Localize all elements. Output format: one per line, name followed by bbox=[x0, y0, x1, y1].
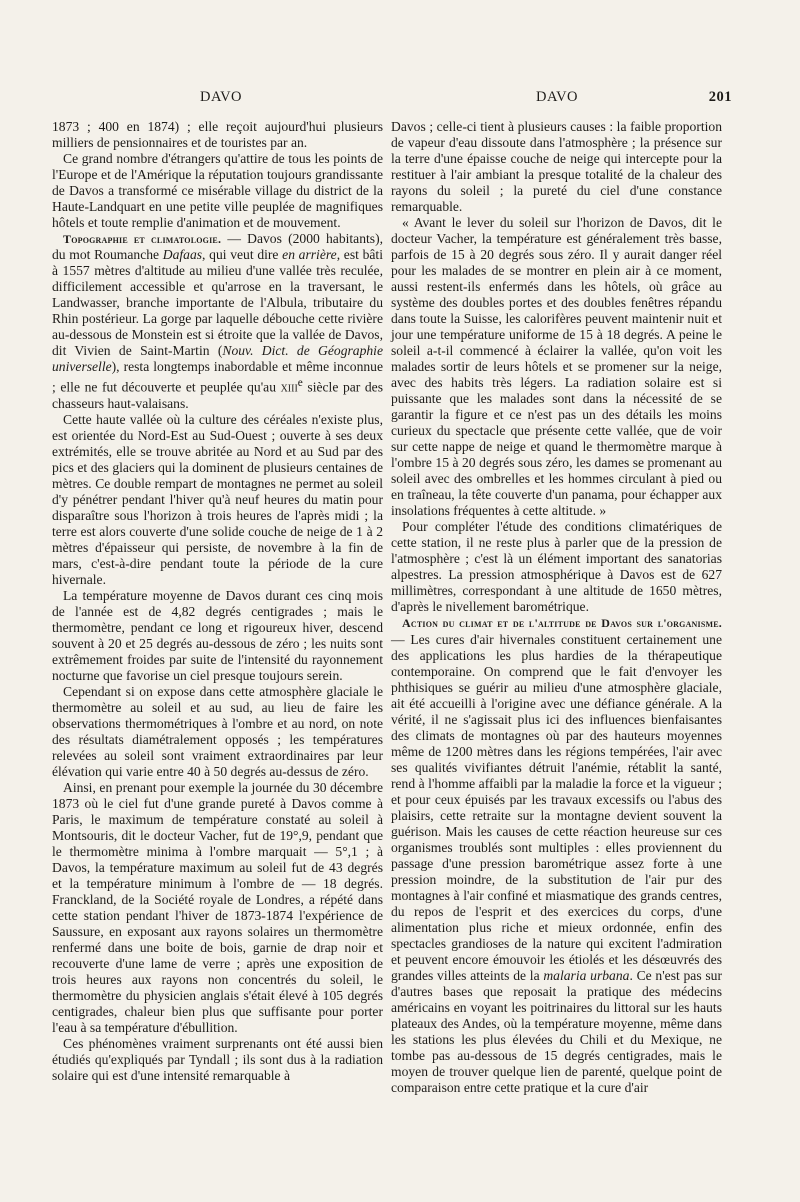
paragraph: Cependant si on expose dans cette atmosphère glaciale le thermomètre au soleil et au sud, au lieu de faire les observations thermométriques à l'ombre et au nord, on note des résultats diamétralement opposés ; les températures relevées au soleil sont vraiment extraordinaires par leur élévation qui varie entre 40 à 50 degrés au-dessus de zéro. bbox=[52, 684, 383, 780]
paragraph: « Avant le lever du soleil sur l'horizon de Davos, dit le docteur Vacher, la température est généralement très basse, parfois de 15 à 20 degrés sous zéro. Il y aurait danger réel pour les malades de se montrer en plein air à ce moment, aussi restent-ils enfermés dans les hôtels, où grâce au système des doubles portes et des doubles fenêtres répandu dans toute la Suisse, les calorifères peuvent maintenir nuit et jour une température uniforme de 15 à 18 degrés. A peine le soleil a-t-il commencé à éclairer la vallée, qu'on voit les malades sortir de leurs hôtels et se promener sur la neige, avec des habits très légers. La radiation solaire est si puissante que les malades sont dans la nécessité de se garantir la figure et ce n'est pas un des détails les moins curieux du spectacle que présente cette vallée, que de voir sur cette nappe de neige et quand le thermomètre marque à l'ombre 15 à 20 degrés sous zéro, les dames se promenant au soleil avec des ombrelles et les hommes circulant à pied ou en traîneau, la tête couverte d'un panama, pour échapper aux insolations fréquentes à cette altitude. » bbox=[391, 215, 722, 519]
paragraph: Davos ; celle-ci tient à plusieurs causes : la faible proportion de vapeur d'eau dissoute dans l'atmosphère ; la présence sur la terre d'une épaisse couche de neige qui intercepte pour la restituer à l'air ambiant la presque totalité de la chaleur des rayons du soleil ; la pureté du ciel d'une constance remarquable. bbox=[391, 119, 722, 215]
paragraph: 1873 ; 400 en 1874) ; elle reçoit aujourd'hui plusieurs milliers de pensionnaires et de touristes par an. bbox=[52, 119, 383, 151]
right-running-title: DAVO bbox=[536, 89, 579, 105]
section-heading: Topographie et climatologie. bbox=[63, 232, 222, 247]
page-number: 201 bbox=[708, 89, 732, 105]
section-heading: Action du climat et de l'altitude de Davos sur l'organisme. bbox=[402, 616, 722, 631]
paragraph: Topographie et climatologie. — Davos (2000 habitants), du mot Roumanche Dafaas, qui veut dire en arrière, est bâti à 1557 mètres d'altitude au milieu d'une vallée très reculée, difficilement accessible et qu'arrose en la traversant, le Landwasser, branche importante de l'Albula, tributaire du Rhin postérieur. La gorge par laquelle débouche cette rivière au-dessous de Monstein est si étroite que la vallée de Davos, dit Vivien de Saint-Martin (Nouv. Dict. de Géographie universelle), resta longtemps inabordable et même inconnue ; elle ne fut découverte et peuplée qu'au xiii$^e$ siècle par des chasseurs haut-valaisans. bbox=[52, 231, 383, 411]
paragraph: Ainsi, en prenant pour exemple la journée du 30 décembre 1873 où le ciel fut d'une grande pureté à Davos comme à Paris, le maximum de température constaté au soleil à Montsouris, dit le docteur Vacher, fut de 19°,9, pendant que le thermomètre minima à l'ombre marquait — 5°,1 ; à Davos, la température maximum au soleil fut de 43 degrés et la température minimum à l'ombre de — 18 degrés. Franckland, de la Société royale de Londres, a répété dans cette station pendant l'hiver de 1873-1874 l'expérience de Saussure, en exposant aux rayons solaires un thermomètre renfermé dans une boite de bois, garnie de drap noir et recouverte d'une lame de verre ; après une exposition de trois heures aux rayons non concentrés du soleil, le thermomètre du physicien anglais s'était élevé à 105 degrés centigrades, chaleur bien plus que suffisante pour porter l'eau à sa température d'ébullition. bbox=[52, 780, 383, 1036]
right-column bbox=[391, 119, 722, 1096]
left-column bbox=[52, 119, 383, 1084]
paragraph: Ces phénomènes vraiment surprenants ont été aussi bien étudiés qu'expliqués par Tyndall ; ils sont dus à la radiation solaire qui est d'une intensité remarquable à bbox=[52, 1036, 383, 1084]
paragraph: Ce grand nombre d'étrangers qu'attire de tous les points de l'Europe et de l'Amérique la réputation toujours grandissante de Davos a transformé ce misérable village du district de la Haute-Landquart en une petite ville peuplée de magnifiques hôtels et toute remplie d'animation et de mouvement. bbox=[52, 151, 383, 231]
paragraph: Pour compléter l'étude des conditions climatériques de cette station, il ne reste plus à parler que de la pression de l'atmosphère ; c'est là un élément important des sanatorias alpestres. La pression atmosphérique à Davos est de 627 millimètres, correspondant à une altitude de 1650 mètres, d'après le nivellement barométrique. bbox=[391, 519, 722, 615]
left-running-title: DAVO bbox=[200, 89, 243, 105]
paragraph: Cette haute vallée où la culture des céréales n'existe plus, est orientée du Nord-Est au Sud-Ouest ; ouverte à ses deux extrémités, elle se trouve abritée au Nord et au Sud par des pics et des glaciers qui la dominent de plusieurs centaines de mètres. Ce double rempart de montagnes ne permet au soleil d'y pénétrer pendant l'hiver qu'à neuf heures du matin pour disparaître sous l'horizon à trois heures de l'après midi ; la terre est alors couverte d'une solide couche de neige de 1 à 2 mètres d'épaisseur qui persiste, de novembre à la fin de mars, c'est-à-dire pendant toute la période de la cure hivernale. bbox=[52, 411, 383, 587]
paragraph: La température moyenne de Davos durant ces cinq mois de l'année est de 4,82 degrés centigrades ; mais le thermomètre, pendant ce long et rigoureux hiver, descend souvent à 20 et 25 degrés au-dessous de zéro ; les nuits sont extrêmement froides par suite de l'intensité du rayonnement nocturne que favorise un ciel presque toujours serein. bbox=[52, 587, 383, 684]
paragraph: Action du climat et de l'altitude de Davos sur l'organisme. — Les cures d'air hivernales constituent certainement une des applications les plus hardies de la thérapeutique contemporaine. On comprend que le fait d'envoyer les phthisiques se guérir au milieu d'une atmosphère glaciale, ait été accueilli à l'origine avec une défiance générale. A la vérité, il ne s'agissait plus ici des influences bienfaisantes des climats de montagnes où par des hauteurs moyennes même de 1200 mètres dans les régions tempérées, l'air avec ses qualités vivifiantes détruit l'anémie, rétablit la santé, rend à l'homme affaibli par la maladie la force et la vigueur ; et pour ceux épuisés par les travaux excessifs ou l'abus des plaisirs, cette retraite sur la montagne devient souvent la guérison. Mais les causes de cette réaction heureuse sur ces organismes troublés sont multiples : elles proviennent du passage d'une pression barométrique assez forte à une pression moindre, de la substitution de l'air pur des montagnes à l'air confiné et miasmatique des grands centres, du repos de l'esprit et des exercices du corps, d'une alimentation plus riche et mieux ordonnée, enfin des spectacles grandioses de la nature qui excitent l'admiration et peuvent encore émouvoir les étiolés et les désœuvrés des grandes villes atteints de la malaria urbana. Ce n'est pas sur d'autres bases que reposait la pratique des médecins américains en voyant les poitrinaires du littoral sur les hauts plateaux des Andes, où la température moyenne, même dans les stations les plus élevées du Chili et du Mexique, ne tombe pas au-dessous de 15 degrés centigrades, mais le moyen de trouver quelque lien de parenté, quelque point de comparaison entre cette pratique et la cure d'air bbox=[391, 616, 722, 1095]
running-header bbox=[52, 89, 732, 111]
